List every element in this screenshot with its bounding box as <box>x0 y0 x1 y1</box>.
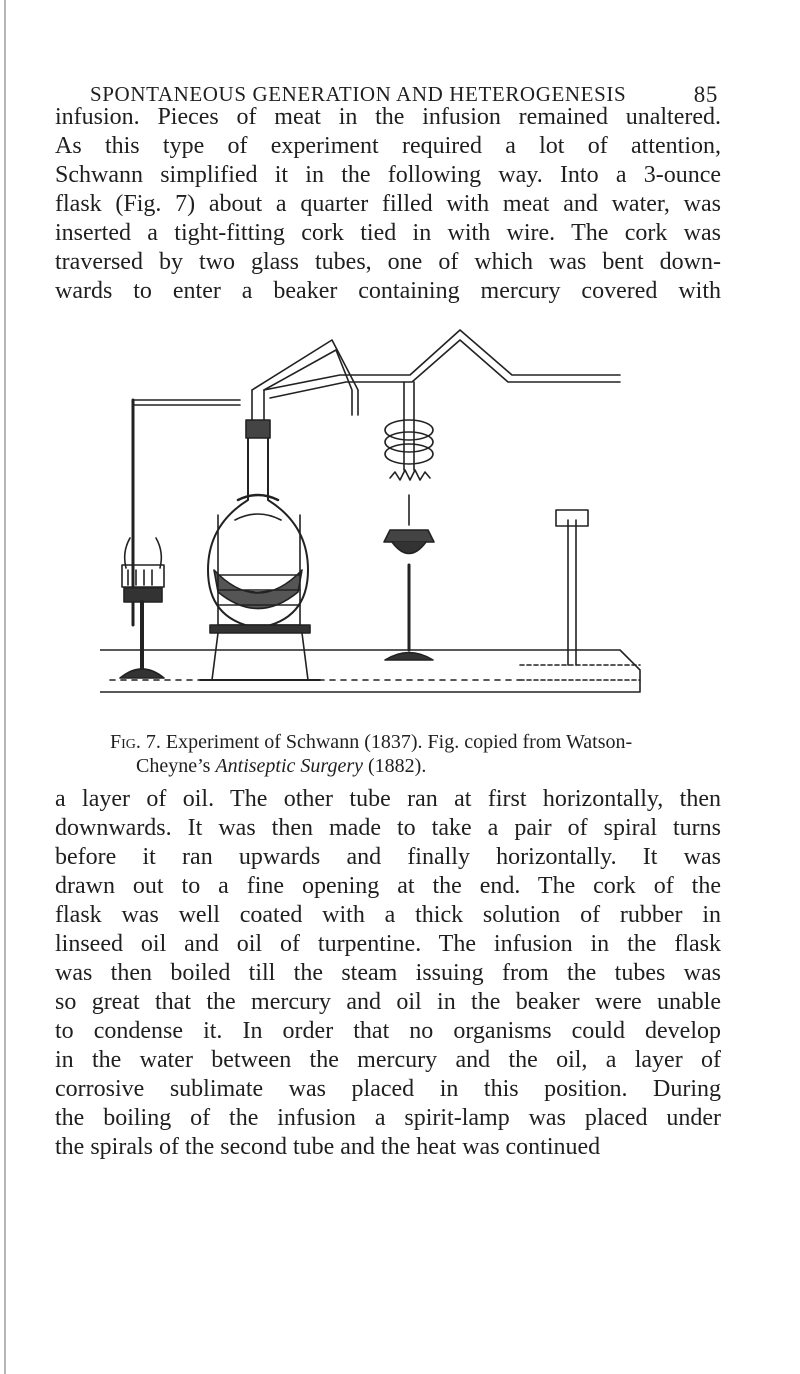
text-line: traversed by two glass tubes, one of which was bent down- <box>55 249 721 275</box>
text-line: so great that the mercury and oil in the beaker were unable <box>55 989 721 1015</box>
figure-schwann-apparatus <box>100 320 740 725</box>
text-line: a layer of oil. The other tube ran at first horizontally, then <box>55 786 721 812</box>
caption-line-1 <box>110 730 730 754</box>
caption-figure-label: Fig. 7. <box>110 731 161 753</box>
page-number: 85 <box>693 82 718 107</box>
text-line: was then boiled till the steam issuing from the tubes was <box>55 960 721 986</box>
text-line: infusion. Pieces of meat in the infusion remained unaltered. <box>55 104 721 130</box>
bottom-paragraph <box>55 785 721 1162</box>
text-line: before it ran upwards and finally horizontally. It was <box>55 844 721 870</box>
text-line: to condense it. In order that no organisms could develop <box>55 1018 721 1044</box>
tube-spirals <box>385 420 433 480</box>
text-line: downwards. It was then made to take a pair of spiral turns <box>55 815 721 841</box>
text-line: inserted a tight-fitting cork tied in with wire. The cork was <box>55 220 721 246</box>
flask <box>208 420 308 628</box>
left-retort-stand <box>120 400 240 678</box>
apparatus-illustration <box>100 320 740 725</box>
text-line: the boiling of the infusion a spirit-lamp was placed under <box>55 1105 721 1131</box>
text-line: As this type of experiment required a lot of attention, <box>55 133 721 159</box>
caption-source-title: Antiseptic Surgery <box>215 755 363 777</box>
text-line: the spirals of the second tube and the heat was continued <box>55 1134 601 1160</box>
right-stand <box>556 510 588 665</box>
flask-stand <box>200 625 320 680</box>
figure-caption <box>110 730 730 778</box>
text-line: flask (Fig. 7) about a quarter filled with meat and water, was <box>55 191 721 217</box>
running-head: SPONTANEOUS GENERATION AND HETEROGENESIS <box>90 82 627 106</box>
text-line: wards to enter a beaker containing mercury covered with <box>55 278 721 304</box>
caption-line-2 <box>110 754 730 778</box>
caption-text: (1882). <box>363 755 427 777</box>
text-line: corrosive sublimate was placed in this position. During <box>55 1076 721 1102</box>
text-line: flask was well coated with a thick solution of rubber in <box>55 902 721 928</box>
text-line: Schwann simplified it in the following way. Into a 3-ounce <box>55 162 721 188</box>
text-line: drawn out to a fine opening at the end. The cork of the <box>55 873 721 899</box>
text-line: in the water between the mercury and the oil, a layer of <box>55 1047 721 1073</box>
top-paragraph <box>55 103 721 306</box>
caption-text: Cheyne’s <box>136 755 216 777</box>
table-base <box>100 650 640 692</box>
caption-text: Experiment of Schwann (1837). Fig. copied from Watson- <box>165 731 633 753</box>
text-line: linseed oil and oil of turpentine. The infusion in the flask <box>55 931 721 957</box>
spirit-lamp <box>384 495 434 660</box>
page-edge-shadow <box>4 0 6 1374</box>
glass-tubes <box>252 330 620 470</box>
